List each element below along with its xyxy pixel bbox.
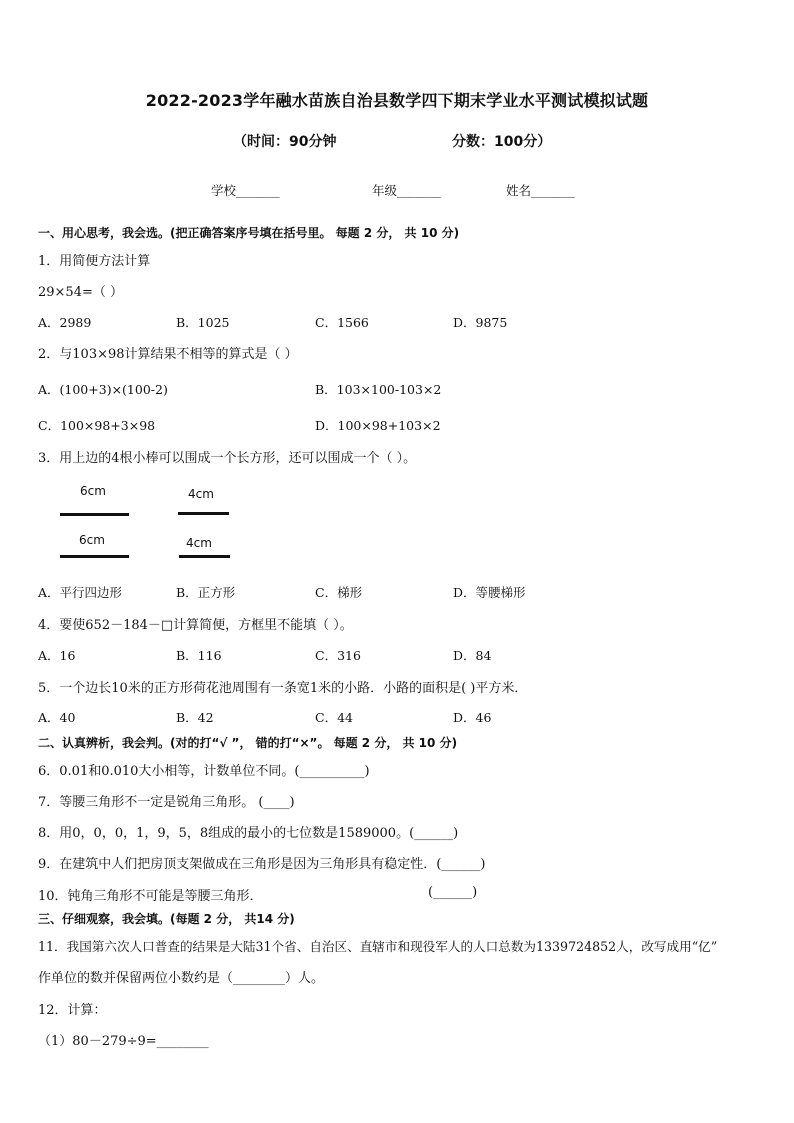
stick-4cm-top xyxy=(178,512,229,515)
q3-option-a: A．平行四边形 xyxy=(38,585,123,600)
q2-option-a: A．(100+3)×(100-2) xyxy=(38,382,168,397)
grade-field: 年级_______ xyxy=(372,183,441,198)
stick-label-6cm-top: 6cm xyxy=(80,484,106,498)
stick-6cm-top xyxy=(60,513,129,516)
page-title: 2022-2023学年融水苗族自治县数学四下期末学业水平测试模拟试题 xyxy=(145,91,649,110)
q7-item: 7．等腰三角形不一定是锐角三角形。 (____) xyxy=(38,795,295,810)
q12-part1: （1）80－279÷9=________ xyxy=(38,1034,209,1049)
q3-option-c: C．梯形 xyxy=(315,585,363,600)
q3-stem: 3．用上边的4根小棒可以围成一个长方形，还可以围成一个（ ）。 xyxy=(38,451,417,466)
q6-item: 6．0.01和0.010大小相等，计数单位不同。(__________) xyxy=(38,764,370,779)
q5-option-b: B．42 xyxy=(176,710,214,725)
stick-4cm-bottom xyxy=(179,555,230,558)
q2-option-d: D．100×98+103×2 xyxy=(315,418,441,433)
school-field: 学校_______ xyxy=(211,183,280,198)
time-label: （时间：90分钟 xyxy=(233,134,337,150)
q5-stem: 5．一个边长10米的正方形荷花池周围有一条宽1米的小路．小路的面积是( )平方米． xyxy=(38,681,528,696)
q4-option-a: A．16 xyxy=(38,648,76,663)
section1-heading: 一、用心思考，我会选。(把正确答案序号填在括号里。 每题 2 分， 共 10 分) xyxy=(38,226,460,240)
q8-item: 8．用0，0，0，1，9，5，8组成的最小的七位数是1589000。(______) xyxy=(38,826,459,841)
q9-item: 9．在建筑中人们把房顶支架做成在三角形是因为三角形具有稳定性．(______) xyxy=(38,857,486,872)
q5-option-a: A．40 xyxy=(38,710,76,725)
q2-option-b: B．103×100-103×2 xyxy=(315,382,442,397)
q4-option-c: C．316 xyxy=(315,648,361,663)
stick-label-4cm-bottom: 4cm xyxy=(186,536,212,550)
name-field: 姓名_______ xyxy=(506,183,575,198)
q1-option-c: C．1566 xyxy=(315,315,369,330)
q10-item: 10．钝角三角形不可能是等腰三角形． xyxy=(38,889,263,904)
q1-option-d: D．9875 xyxy=(453,315,508,330)
q1-option-a: A．2989 xyxy=(38,315,92,330)
q3-option-b: B．正方形 xyxy=(176,585,236,600)
q5-option-c: C．44 xyxy=(315,710,353,725)
q2-option-c: C．100×98+3×98 xyxy=(38,418,156,433)
q12-stem: 12．计算： xyxy=(38,1003,107,1018)
q4-option-d: D．84 xyxy=(453,648,492,663)
q1-option-b: B．1025 xyxy=(176,315,230,330)
score-label: 分数：100分） xyxy=(452,134,552,150)
stick-label-6cm-bottom: 6cm xyxy=(79,533,105,547)
section3-heading: 三、仔细观察，我会填。(每题 2 分， 共14 分) xyxy=(38,912,295,926)
q5-option-d: D．46 xyxy=(453,710,492,725)
q2-stem: 2．与103×98计算结果不相等的算式是（ ） xyxy=(38,347,298,362)
q4-stem: 4．要使652－184－□计算简便，方框里不能填（ ）。 xyxy=(38,618,353,633)
q3-option-d: D．等腰梯形 xyxy=(453,585,526,600)
q11-line1: 11．我国第六次人口普查的结果是大陆31个省、自治区、直辖市和现役军人的人口总数为1339724852人，改写成用“亿” xyxy=(38,939,718,954)
q1-expression: 29×54=（ ） xyxy=(38,285,124,300)
q10-answer-blank: (______) xyxy=(428,885,478,900)
q11-line2: 作单位的数并保留两位小数约是（________）人。 xyxy=(38,971,325,986)
stick-6cm-bottom xyxy=(60,555,129,558)
stick-label-4cm-top: 4cm xyxy=(188,487,214,501)
q1-stem: 1．用简便方法计算 xyxy=(38,254,151,269)
q4-option-b: B．116 xyxy=(176,648,222,663)
section2-heading: 二、认真辨析，我会判。(对的打“√ ”， 错的打“×”。 每题 2 分， 共 10 分) xyxy=(38,736,458,750)
